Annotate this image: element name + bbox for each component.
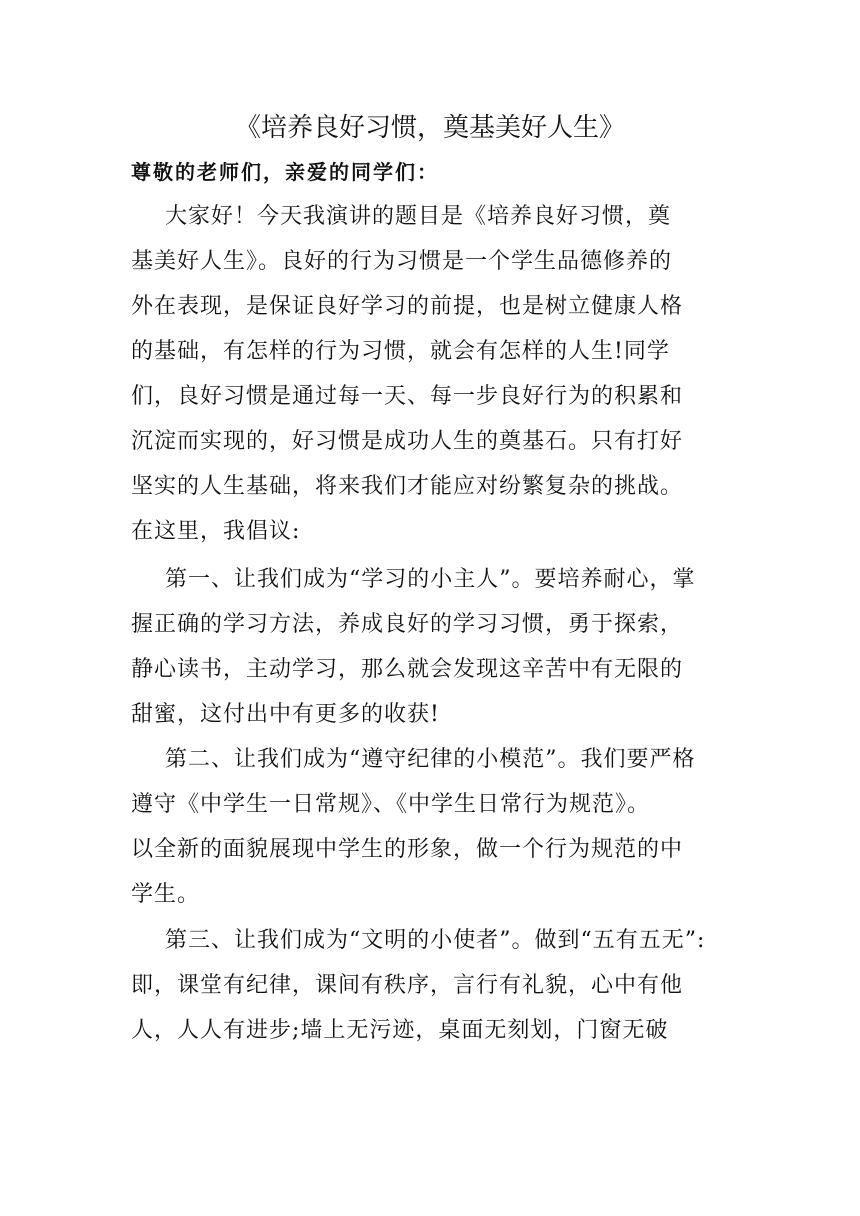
paragraph-line: 基美好人生》。良好的行为习惯是一个学生品德修养的 (131, 249, 673, 274)
paragraph-line: 人，人人有进步;墙上无污迹，桌面无刻划，门窗无破 (131, 1018, 669, 1043)
paragraph-line: 们，良好习惯是通过每一天、每一步良好行为的积累和 (131, 384, 684, 409)
paragraph-line: 第三、让我们成为“文明的小使者”。做到“五有五无”: (165, 928, 706, 953)
paragraph-line: 遵守《中学生一日常规》、《中学生日常行为规范》。 (131, 792, 651, 817)
paragraph-line: 大家好！今天我演讲的题目是《培养良好习惯，奠 (165, 204, 672, 229)
paragraph-line: 第二、让我们成为“遵守纪律的小模范”。我们要严格 (165, 747, 696, 772)
paragraph-line: 外在表现，是保证良好学习的前提，也是树立健康人格 (131, 294, 684, 319)
document-title: 《培养良好习惯，奠基美好人生》 (234, 113, 625, 143)
paragraph-line: 在这里，我倡议: (131, 519, 301, 544)
salutation: 尊敬的老师们，亲爱的同学们： (131, 160, 439, 184)
paragraph-line: 学生。 (131, 882, 201, 907)
paragraph-line: 甜蜜，这付出中有更多的收获! (131, 702, 440, 727)
paragraph-line: 即，课堂有纪律，课间有秩序，言行有礼貌，心中有他 (131, 973, 684, 998)
paragraph-line: 的基础，有怎样的行为习惯，就会有怎样的人生!同学 (131, 339, 670, 364)
paragraph-line: 静心读书，主动学习，那么就会发现这辛苦中有无限的 (131, 657, 684, 682)
paragraph-line: 握正确的学习方法，养成良好的学习习惯，勇于探索， (131, 612, 684, 637)
paragraph-line: 以全新的面貌展现中学生的形象，做一个行为规范的中 (131, 837, 684, 862)
paragraph-line: 沉淀而实现的，好习惯是成功人生的奠基石。只有打好 (131, 429, 684, 454)
paragraph-line: 第一、让我们成为“学习的小主人”。要培养耐心，掌 (165, 567, 696, 592)
paragraph-line: 坚实的人生基础，将来我们才能应对纷繁复杂的挑战。 (131, 474, 684, 499)
